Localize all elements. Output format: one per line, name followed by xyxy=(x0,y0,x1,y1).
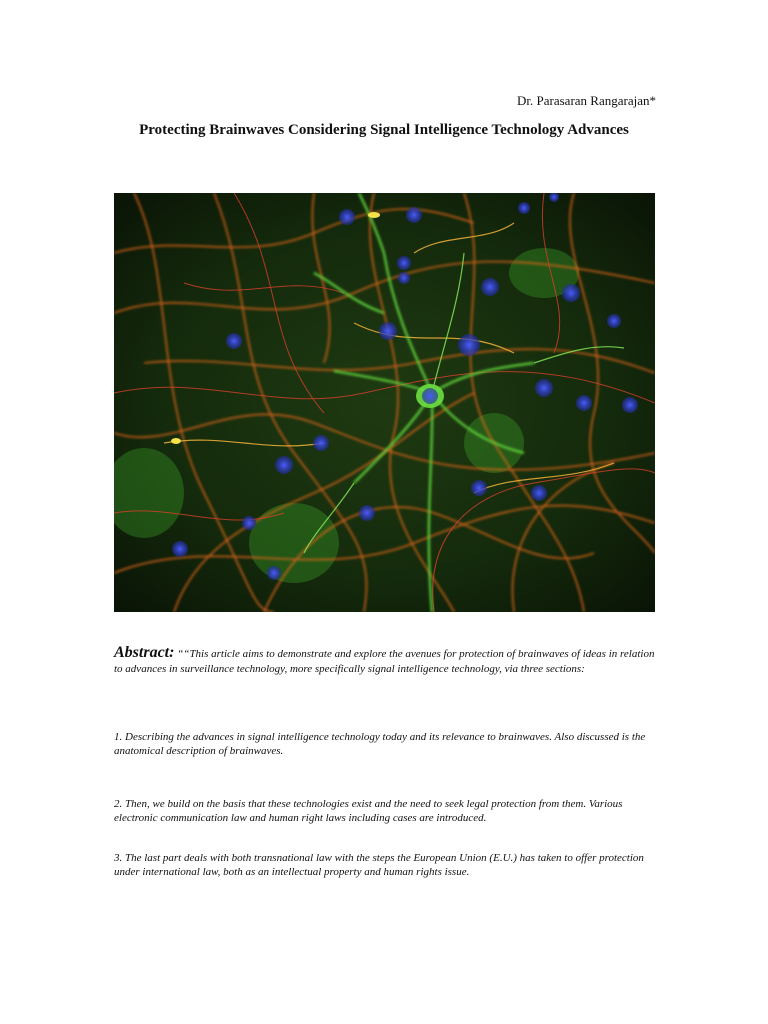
abstract-block xyxy=(114,645,659,677)
neuron-micrograph-image xyxy=(114,193,655,612)
abstract-label: Abstract: xyxy=(114,644,175,661)
abstract-text: ““This article aims to demonstrate and explore the avenues for protection of brainwaves of ideas in relation to advances in surveillance technology, more specifically signal intelligence technology, via three sections: xyxy=(114,648,655,675)
section-paragraph-1: 1. Describing the advances in signal intelligence technology today and its relevance to brainwaves. Also discussed is the anatomical description of brainwaves. xyxy=(114,731,646,757)
section-paragraph-2: 2. Then, we build on the basis that these technologies exist and the need to seek legal protection from them. Various electronic communication law and human right laws including cases are introduced. xyxy=(114,798,623,824)
paper-title: Protecting Brainwaves Considering Signal Intelligence Technology Advances xyxy=(139,122,629,138)
author-name: Dr. Parasaran Rangarajan* xyxy=(517,93,656,108)
section-paragraph-3: 3. The last part deals with both transnational law with the steps the European Union (E.U.) has taken to offer protection under international law, both as an intellectual property and human rights issue. xyxy=(114,852,644,878)
neuron-micrograph-svg xyxy=(114,193,655,612)
